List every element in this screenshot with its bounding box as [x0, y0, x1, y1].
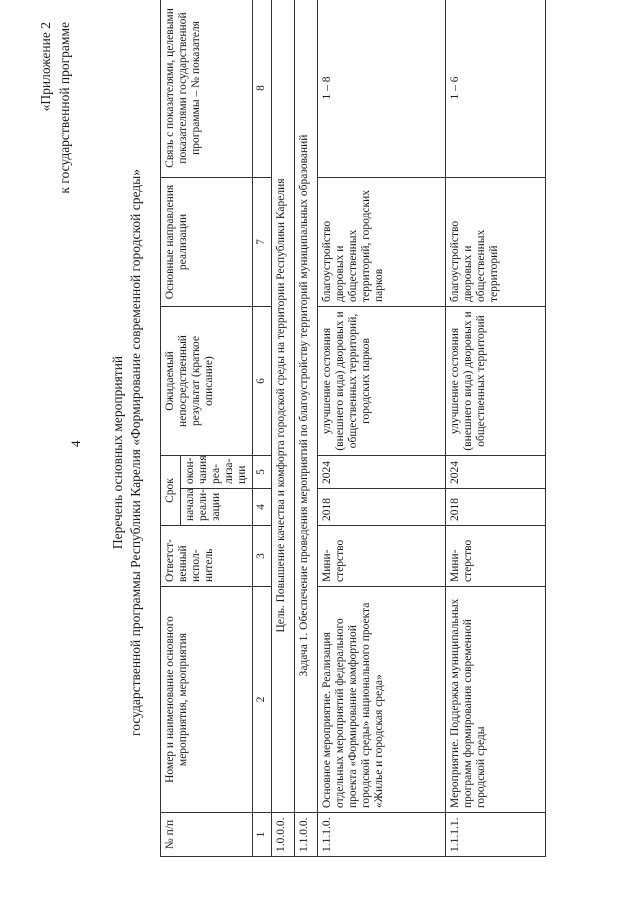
column-number: 4	[253, 489, 272, 526]
row-name: Мероприятие. Поддержка муниципальных программ формирования современной городской среды	[446, 587, 546, 813]
column-number: 3	[253, 526, 272, 587]
row-result: улучшение состояния (внешнего вида) дворовых и общественных территорий	[446, 306, 546, 455]
row-start: 2018	[318, 489, 446, 526]
row-end: 2024	[318, 455, 446, 488]
row-result: улучшение состояния (внешнего вида) дворовых и общественных территорий, городских парков	[318, 306, 446, 455]
header-name: Номер и наименование основного мероприятия, мероприятия	[161, 587, 253, 813]
header-term: Срок	[161, 455, 181, 525]
appendix-title: «Приложение 2	[38, 22, 53, 112]
table-row	[446, 0, 546, 857]
header-executor: Ответст-венный испол-нитель	[161, 526, 253, 587]
header-start: начала реали-зации	[181, 489, 253, 526]
row-end: 2024	[446, 455, 546, 488]
task-text: Задача 1. Обеспечение проведения мероприятий по благоустройству территорий муниципальных образований	[295, 0, 318, 813]
header-link: Связь с показателями, целевыми показателями государственной программы – № показателя	[161, 0, 253, 177]
row-name: Основное мероприятие. Реализация отдельных мероприятий федерального проекта «Формирование комфортной городской среды» национального проекта «Жилье и городская среда»	[318, 587, 446, 813]
column-number: 5	[253, 455, 272, 488]
column-numbers-row	[253, 0, 272, 857]
row-start: 2018	[446, 489, 546, 526]
page-number: 4	[68, 440, 83, 447]
row-directions: благоустройство дворовых и общественных территорий, городских парков	[318, 177, 446, 306]
task-code: 1.1.0.0.	[295, 813, 318, 857]
row-directions: благоустройство дворовых и общественных территорий	[446, 177, 546, 306]
list-subtitle: государственной программы Республики Карелия «Формирование современной городской среды»	[128, 169, 143, 736]
header-number: № п/п	[161, 813, 253, 857]
column-number: 7	[253, 177, 272, 306]
row-executor: Мини-стерство	[318, 526, 446, 587]
header-result: Ожидаемый непосредственный результат (краткое описание)	[161, 306, 253, 455]
row-code: 1.1.1.0.	[318, 813, 446, 857]
row-code: 1.1.1.1.	[446, 813, 546, 857]
column-number: 2	[253, 587, 272, 813]
measures-table	[160, 0, 546, 857]
row-link: 1 – 6	[446, 0, 546, 177]
row-executor: Мини-стерство	[446, 526, 546, 587]
column-number: 1	[253, 813, 272, 857]
list-title: Перечень основных мероприятий	[110, 355, 125, 550]
goal-row	[272, 0, 295, 857]
row-link: 1 – 8	[318, 0, 446, 177]
column-number: 6	[253, 306, 272, 455]
goal-text: Цель. Повышение качества и комфорта городской среды на территории Республики Карелия	[272, 0, 295, 813]
column-number: 8	[253, 0, 272, 177]
header-row	[161, 0, 181, 857]
appendix-subtitle: к государственной программе	[57, 22, 72, 194]
goal-code: 1.0.0.0.	[272, 813, 295, 857]
table-row	[318, 0, 446, 857]
header-end: окон-чания реа-лиза-ции	[181, 455, 253, 488]
task-row	[295, 0, 318, 857]
header-directions: Основные направления реализации	[161, 177, 253, 306]
